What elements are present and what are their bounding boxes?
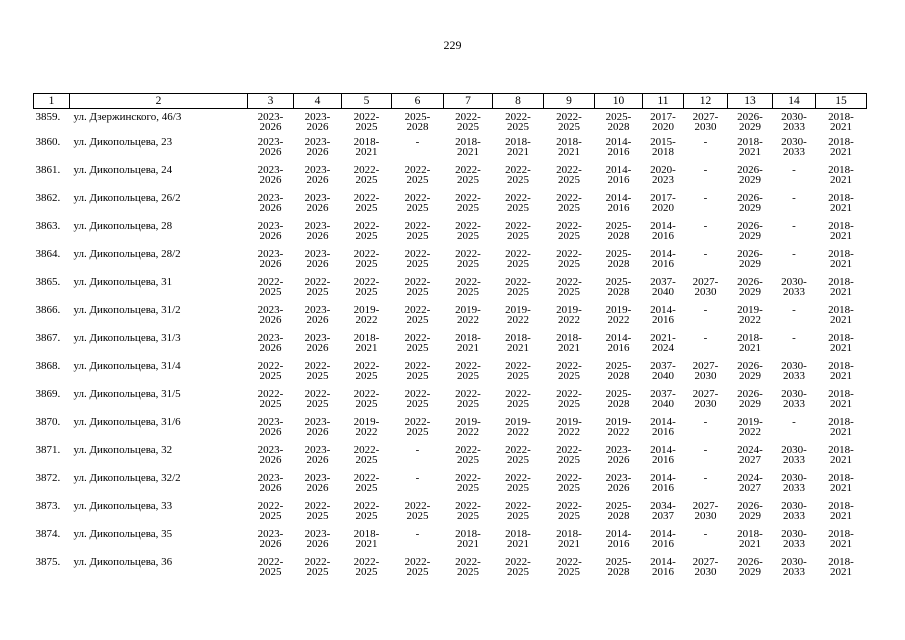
period-cell: 2030- 2033 [781,556,807,578]
period-cell: 2022- 2025 [353,360,380,382]
period-cell: 2014- 2016 [650,556,676,578]
period-cell: 2030- 2033 [781,111,807,133]
period-cell: - [703,304,708,316]
table-row [34,193,867,221]
address-cell: ул. Дикопольцева, 31/5 [73,388,181,400]
period-cell: 2026- 2029 [737,164,763,186]
period-cell: 2022- 2025 [304,360,331,382]
period-cell: 2022- 2025 [353,276,380,298]
row-number: 3873. [35,500,61,512]
period-cell: 2037- 2040 [650,360,676,382]
table-row [34,249,867,277]
period-cell: 2025- 2028 [605,388,632,410]
table-row [34,529,867,557]
period-cell: 2022- 2025 [556,556,582,578]
row-number: 3869. [35,388,61,400]
period-cell: 2037- 2040 [650,276,676,298]
period-cell: 2022- 2025 [404,500,431,522]
period-cell: 2018- 2021 [353,332,380,354]
column-header: 4 [294,94,342,109]
address-cell: ул. Дикопольцева, 35 [73,528,173,540]
address-cell: ул. Дикопольцева, 32/2 [73,472,181,484]
table-row [34,445,867,473]
period-cell: 2022- 2025 [556,276,582,298]
period-cell: 2022- 2025 [455,192,481,214]
row-number: 3865. [35,276,61,288]
table-row [34,333,867,361]
period-cell: 2027- 2030 [692,388,719,410]
period-cell: 2018- 2021 [828,444,854,466]
period-cell: 2022- 2025 [304,276,331,298]
period-cell: 2022- 2025 [404,360,431,382]
table-row [34,277,867,305]
address-cell: ул. Дикопольцева, 31/4 [73,360,181,372]
row-number: 3872. [35,472,61,484]
period-cell: 2026- 2029 [737,388,763,410]
period-cell: 2024- 2027 [737,444,763,466]
period-cell: 2022- 2025 [505,276,531,298]
period-cell: 2018- 2021 [828,192,854,214]
period-cell: 2019- 2022 [505,416,531,438]
period-cell: 2022- 2025 [505,111,531,133]
period-cell: 2023- 2026 [257,416,284,438]
period-cell: 2022- 2025 [505,192,531,214]
period-cell: 2019- 2022 [455,304,481,326]
period-cell: - [703,164,708,176]
period-cell: 2018- 2021 [828,111,854,133]
period-cell: 2018- 2021 [737,332,763,354]
period-cell: 2023- 2026 [257,444,284,466]
period-cell: 2022- 2025 [455,276,481,298]
period-cell: 2022- 2025 [556,388,582,410]
period-cell: 2018- 2021 [353,528,380,550]
period-cell: 2030- 2033 [781,276,807,298]
period-cell: 2022- 2025 [404,248,431,270]
period-cell: - [792,304,796,316]
period-cell: 2027- 2030 [692,360,719,382]
period-cell: 2022- 2025 [556,248,582,270]
period-cell: 2022- 2025 [353,556,380,578]
period-cell: 2023- 2026 [257,332,284,354]
period-cell: 2018- 2021 [505,528,531,550]
period-cell: 2023- 2026 [257,164,284,186]
column-header: 13 [728,94,773,109]
column-header: 12 [684,94,728,109]
period-cell: 2023- 2026 [257,136,284,158]
period-cell: - [792,220,796,232]
period-cell: 2019- 2022 [605,304,632,326]
period-cell: 2017- 2020 [650,192,676,214]
period-cell: 2019- 2022 [353,416,380,438]
period-cell: 2022- 2025 [353,500,380,522]
period-cell: 2022- 2025 [556,192,582,214]
period-cell: 2023- 2026 [304,444,331,466]
period-cell: 2022- 2025 [505,360,531,382]
period-cell: 2022- 2025 [556,500,582,522]
column-header: 3 [248,94,294,109]
period-cell: 2022- 2025 [404,332,431,354]
row-number: 3863. [35,220,61,232]
period-cell: 2023- 2026 [304,248,331,270]
column-header: 8 [493,94,544,109]
period-cell: - [703,332,708,344]
period-cell: 2022- 2025 [304,500,331,522]
row-number: 3866. [35,304,61,316]
period-cell: 2018- 2021 [828,304,854,326]
period-cell: 2025- 2028 [605,360,632,382]
period-cell: 2014- 2016 [650,220,676,242]
page-number: 229 [443,38,462,52]
column-header: 6 [392,94,444,109]
period-cell: 2022- 2025 [505,388,531,410]
period-cell: 2018- 2021 [828,416,854,438]
period-cell: - [703,472,708,484]
period-cell: 2022- 2025 [455,388,481,410]
address-cell: ул. Дикопольцева, 28 [73,220,173,232]
column-header: 5 [342,94,392,109]
column-header: 15 [816,94,867,109]
period-cell: - [415,528,420,540]
period-cell: 2022- 2025 [556,111,582,133]
period-cell: 2034- 2037 [650,500,676,522]
period-cell: 2022- 2025 [556,220,582,242]
row-number: 3860. [35,136,61,148]
period-cell: 2018- 2021 [505,332,531,354]
period-cell: 2025- 2028 [605,248,632,270]
schedule-table [33,93,867,585]
period-cell: 2014- 2016 [650,528,676,550]
period-cell: 2018- 2021 [556,528,582,550]
row-number: 3861. [35,164,61,176]
row-number: 3867. [35,332,61,344]
period-cell: 2022- 2025 [556,360,582,382]
period-cell: - [703,444,708,456]
period-cell: 2023- 2026 [257,528,284,550]
period-cell: 2022- 2025 [455,472,481,494]
period-cell: 2025- 2028 [605,220,632,242]
period-cell: 2022- 2025 [353,192,380,214]
period-cell: 2018- 2021 [828,556,854,578]
period-cell: 2023- 2026 [257,192,284,214]
period-cell: 2019- 2022 [737,304,763,326]
period-cell: - [792,192,796,204]
period-cell: 2022- 2025 [455,444,481,466]
period-cell: 2019- 2022 [737,416,763,438]
period-cell: 2022- 2025 [505,164,531,186]
table-row [34,221,867,249]
address-cell: ул. Дикопольцева, 36 [73,556,173,568]
address-cell: ул. Дикопольцева, 24 [73,164,173,176]
period-cell: 2022- 2025 [505,220,531,242]
period-cell: 2018- 2021 [737,528,763,550]
period-cell: 2022- 2025 [353,248,380,270]
period-cell: 2019- 2022 [353,304,380,326]
period-cell: 2025- 2028 [605,111,632,133]
period-cell: 2025- 2028 [605,276,632,298]
period-cell: - [415,136,420,148]
row-number: 3868. [35,360,61,372]
table-row [34,417,867,445]
period-cell: 2019- 2022 [505,304,531,326]
period-cell: 2018- 2021 [505,136,531,158]
period-cell: 2022- 2025 [505,556,531,578]
period-cell: 2023- 2026 [257,472,284,494]
period-cell: 2026- 2029 [737,556,763,578]
period-cell: 2023- 2026 [304,304,331,326]
address-cell: ул. Дикопольцева, 31/3 [73,332,181,344]
period-cell: 2025- 2028 [605,556,632,578]
period-cell: - [703,528,708,540]
period-cell: 2025- 2028 [605,500,632,522]
table-row [34,109,867,138]
table-row [34,557,867,585]
period-cell: 2019- 2022 [556,304,582,326]
period-cell: 2024- 2027 [737,472,763,494]
period-cell: 2014- 2016 [650,444,676,466]
period-cell: 2023- 2026 [304,332,331,354]
period-cell: 2030- 2033 [781,444,807,466]
period-cell: 2030- 2033 [781,388,807,410]
period-cell: 2022- 2025 [556,472,582,494]
period-cell: 2018- 2021 [737,136,763,158]
row-number: 3874. [35,528,61,540]
period-cell: 2014- 2016 [605,164,632,186]
column-header: 2 [70,94,248,109]
table-row [34,473,867,501]
period-cell: 2022- 2025 [257,276,284,298]
period-cell: 2023- 2026 [304,472,331,494]
column-header: 9 [544,94,595,109]
period-cell: 2014- 2016 [650,472,676,494]
table-row [34,361,867,389]
period-cell: 2021- 2024 [650,332,676,354]
period-cell: 2023- 2026 [257,111,284,133]
period-cell: 2023- 2026 [257,304,284,326]
period-cell: 2027- 2030 [692,276,719,298]
period-cell: 2027- 2030 [692,556,719,578]
period-cell: 2022- 2025 [404,304,431,326]
column-header: 1 [34,94,70,109]
period-cell: 2022- 2025 [257,360,284,382]
period-cell: 2022- 2025 [404,192,431,214]
period-cell: 2022- 2025 [404,416,431,438]
period-cell: 2023- 2026 [257,248,284,270]
period-cell: 2025- 2028 [404,111,431,133]
period-cell: 2018- 2021 [828,332,854,354]
period-cell: - [703,416,708,428]
column-header: 14 [773,94,816,109]
period-cell: 2022- 2025 [505,472,531,494]
period-cell: 2019- 2022 [556,416,582,438]
table-body [34,109,867,586]
table-row [34,305,867,333]
period-cell: 2022- 2025 [353,111,380,133]
period-cell: 2023- 2026 [304,136,331,158]
period-cell: 2022- 2025 [257,388,284,410]
table-row [34,137,867,165]
period-cell: 2014- 2016 [650,248,676,270]
period-cell: 2022- 2025 [404,556,431,578]
period-cell: - [703,192,708,204]
period-cell: 2022- 2025 [257,556,284,578]
period-cell: 2018- 2021 [828,472,854,494]
period-cell: 2022- 2025 [353,220,380,242]
period-cell: 2022- 2025 [353,388,380,410]
period-cell: 2022- 2025 [404,220,431,242]
period-cell: 2022- 2025 [304,556,331,578]
period-cell: 2018- 2021 [353,136,380,158]
period-cell: 2018- 2021 [828,528,854,550]
column-header: 10 [595,94,643,109]
address-cell: ул. Дикопольцева, 28/2 [73,248,181,260]
period-cell: 2018- 2021 [455,332,481,354]
period-cell: 2030- 2033 [781,472,807,494]
period-cell: 2014- 2016 [605,192,632,214]
period-cell: 2014- 2016 [605,332,632,354]
period-cell: 2017- 2020 [650,111,676,133]
column-header: 11 [643,94,684,109]
row-number: 3859. [35,111,61,123]
period-cell: 2030- 2033 [781,528,807,550]
period-cell: - [703,136,708,148]
period-cell: 2022- 2025 [455,220,481,242]
period-cell: 2023- 2026 [304,164,331,186]
period-cell: 2020- 2023 [650,164,676,186]
period-cell: - [415,444,420,456]
period-cell: 2022- 2025 [404,276,431,298]
table-row [34,165,867,193]
period-cell: 2026- 2029 [737,276,763,298]
period-cell: 2014- 2016 [605,136,632,158]
period-cell: 2019- 2022 [605,416,632,438]
period-cell: 2022- 2025 [556,164,582,186]
address-cell: ул. Дикопольцева, 26/2 [73,192,181,204]
period-cell: 2023- 2026 [605,444,632,466]
address-cell: ул. Дикопольцева, 23 [73,136,173,148]
period-cell: 2022- 2025 [455,111,481,133]
address-cell: ул. Дикопольцева, 31/6 [73,416,181,428]
table-row [34,501,867,529]
period-cell: 2030- 2033 [781,136,807,158]
period-cell: 2026- 2029 [737,360,763,382]
period-cell: 2018- 2021 [828,220,854,242]
period-cell: 2018- 2021 [828,164,854,186]
period-cell: 2030- 2033 [781,500,807,522]
period-cell: 2037- 2040 [650,388,676,410]
address-cell: ул. Дикопольцева, 33 [73,500,173,512]
period-cell: 2023- 2026 [304,528,331,550]
period-cell: 2026- 2029 [737,500,763,522]
period-cell: 2027- 2030 [692,111,719,133]
row-number: 3870. [35,416,61,428]
period-cell: 2030- 2033 [781,360,807,382]
period-cell: 2023- 2026 [605,472,632,494]
period-cell: 2018- 2021 [556,136,582,158]
period-cell: 2022- 2025 [505,500,531,522]
period-cell: 2022- 2025 [353,472,380,494]
period-cell: 2022- 2025 [455,360,481,382]
period-cell: 2015- 2018 [650,136,676,158]
period-cell: 2022- 2025 [505,248,531,270]
period-cell: 2018- 2021 [828,276,854,298]
period-cell: - [792,164,796,176]
table-row [34,389,867,417]
period-cell: 2023- 2026 [304,111,331,133]
row-number: 3871. [35,444,61,456]
period-cell: 2023- 2026 [257,220,284,242]
period-cell: 2014- 2016 [650,304,676,326]
period-cell: 2022- 2025 [455,248,481,270]
period-cell: 2018- 2021 [455,136,481,158]
period-cell: 2022- 2025 [304,388,331,410]
address-cell: ул. Дзержинского, 46/3 [73,111,182,123]
header-row [34,94,867,109]
period-cell: - [792,332,796,344]
period-cell: 2022- 2025 [257,500,284,522]
row-number: 3875. [35,556,61,568]
period-cell: 2022- 2025 [353,444,380,466]
period-cell: 2026- 2029 [737,192,763,214]
address-cell: ул. Дикопольцева, 31/2 [73,304,181,316]
period-cell: - [703,248,708,260]
row-number: 3862. [35,192,61,204]
period-cell: 2022- 2025 [404,388,431,410]
period-cell: 2014- 2016 [650,416,676,438]
address-cell: ул. Дикопольцева, 32 [73,444,173,456]
period-cell: 2023- 2026 [304,416,331,438]
period-cell: 2023- 2026 [304,220,331,242]
period-cell: 2018- 2021 [556,332,582,354]
period-cell: 2018- 2021 [828,388,854,410]
period-cell: 2026- 2029 [737,220,763,242]
period-cell: 2022- 2025 [404,164,431,186]
period-cell: 2014- 2016 [605,528,632,550]
period-cell: 2018- 2021 [828,500,854,522]
period-cell: 2027- 2030 [692,500,719,522]
period-cell: 2018- 2021 [828,248,854,270]
row-number: 3864. [35,248,61,260]
period-cell: 2026- 2029 [737,111,763,133]
period-cell: - [703,220,708,232]
period-cell: - [792,248,796,260]
period-cell: 2018- 2021 [455,528,481,550]
address-cell: ул. Дикопольцева, 31 [73,276,173,288]
period-cell: 2018- 2021 [828,360,854,382]
period-cell: 2022- 2025 [455,556,481,578]
period-cell: 2018- 2021 [828,136,854,158]
period-cell: 2022- 2025 [455,164,481,186]
period-cell: 2022- 2025 [556,444,582,466]
period-cell: 2023- 2026 [304,192,331,214]
period-cell: 2026- 2029 [737,248,763,270]
column-header: 7 [444,94,493,109]
period-cell: 2022- 2025 [353,164,380,186]
period-cell: 2019- 2022 [455,416,481,438]
period-cell: 2022- 2025 [505,444,531,466]
period-cell: - [415,472,420,484]
period-cell: 2022- 2025 [455,500,481,522]
period-cell: - [792,416,796,428]
